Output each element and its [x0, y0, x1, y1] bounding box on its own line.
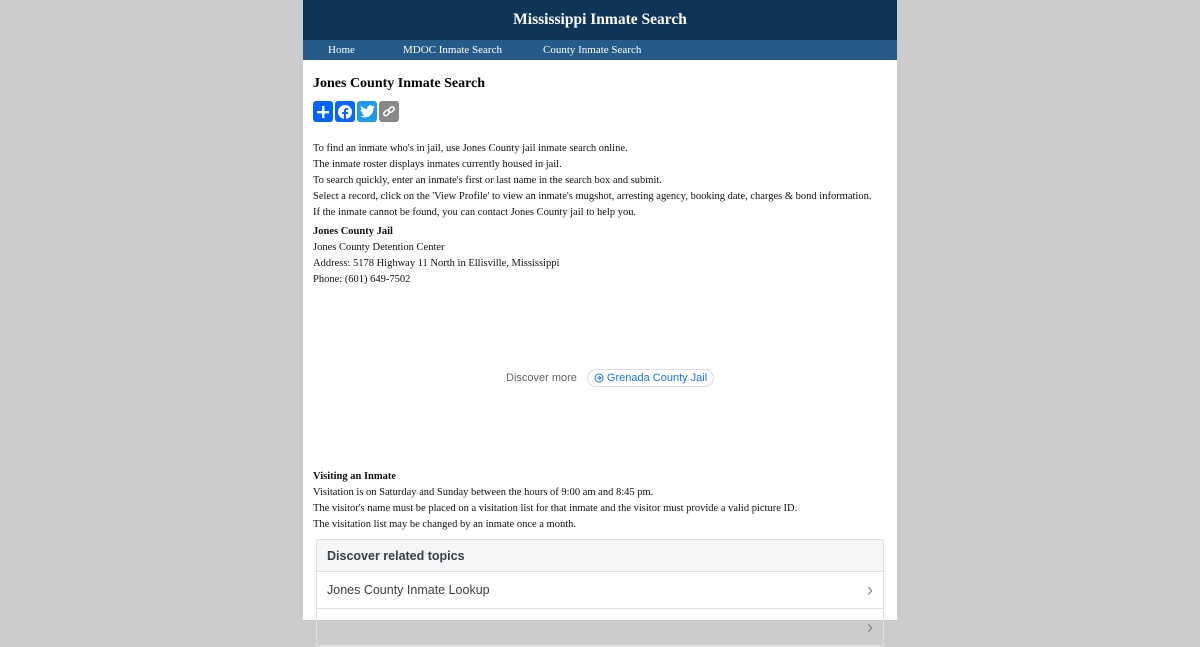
intro-text — [313, 141, 871, 221]
chevron-right-icon: › — [867, 616, 873, 637]
nav-county-inmate-search[interactable]: County Inmate Search — [543, 44, 642, 56]
discover-more-label: Discover more — [506, 372, 577, 384]
related-topic-label: Jones County Inmate Lookup — [327, 583, 490, 597]
discover-more-chip-label: Grenada County Jail — [606, 372, 708, 384]
discover-more-chip[interactable] — [587, 369, 714, 387]
related-topics — [316, 539, 884, 647]
jail-name: Jones County Detention Center — [313, 242, 445, 253]
site-title[interactable]: Mississippi Inmate Search — [513, 11, 687, 28]
visiting-info — [313, 469, 797, 533]
visiting-heading: Visiting an Inmate — [313, 471, 397, 482]
page-container — [303, 0, 897, 637]
facebook-icon — [337, 104, 353, 120]
visiting-line: Visitation is on Saturday and Sunday between the hours of 9:00 am and 8:45 pm. — [313, 487, 654, 498]
visiting-line: The visitor's name must be placed on a visitation list for that inmate and the visitor must provide a valid picture ID. — [313, 503, 798, 514]
twitter-icon — [360, 105, 375, 118]
share-facebook-button[interactable] — [335, 101, 355, 122]
related-topic-item[interactable] — [317, 609, 883, 646]
plus-icon — [316, 105, 330, 119]
jail-info — [313, 224, 559, 288]
intro-line: To find an inmate who's in jail, use Jones County jail inmate search online. — [313, 143, 628, 154]
discover-more — [506, 369, 714, 387]
intro-line: To search quickly, enter an inmate's first or last name in the search box and submit. — [313, 175, 662, 186]
related-topic-item[interactable] — [317, 572, 883, 609]
main-nav — [303, 40, 897, 60]
intro-line: Select a record, click on the 'View Profile' to view an inmate's mugshot, arresting agency, booking date, charges & bond information. — [313, 191, 872, 202]
share-copy-link-button[interactable] — [379, 101, 399, 122]
site-header — [303, 0, 897, 40]
page-title: Jones County Inmate Search — [313, 76, 486, 91]
jail-phone: Phone: (601) 649-7502 — [313, 274, 411, 285]
intro-line: If the inmate cannot be found, you can contact Jones County jail to help you. — [313, 207, 637, 218]
arrow-circle-icon — [594, 373, 604, 383]
chevron-right-icon: › — [867, 579, 873, 600]
share-buttons — [313, 101, 399, 122]
nav-mdoc-inmate-search[interactable]: MDOC Inmate Search — [403, 44, 502, 56]
share-twitter-button[interactable] — [357, 101, 377, 122]
intro-line: The inmate roster displays inmates currently housed in jail. — [313, 159, 562, 170]
copy-link-icon — [382, 105, 396, 119]
share-plus-button[interactable] — [313, 101, 333, 122]
related-topics-heading: Discover related topics — [317, 540, 883, 572]
jail-address: Address: 5178 Highway 11 North in Ellisville, Mississippi — [313, 258, 560, 269]
visiting-line: The visitation list may be changed by an inmate once a month. — [313, 519, 577, 530]
nav-home[interactable]: Home — [328, 44, 355, 56]
jail-heading: Jones County Jail — [313, 226, 393, 237]
